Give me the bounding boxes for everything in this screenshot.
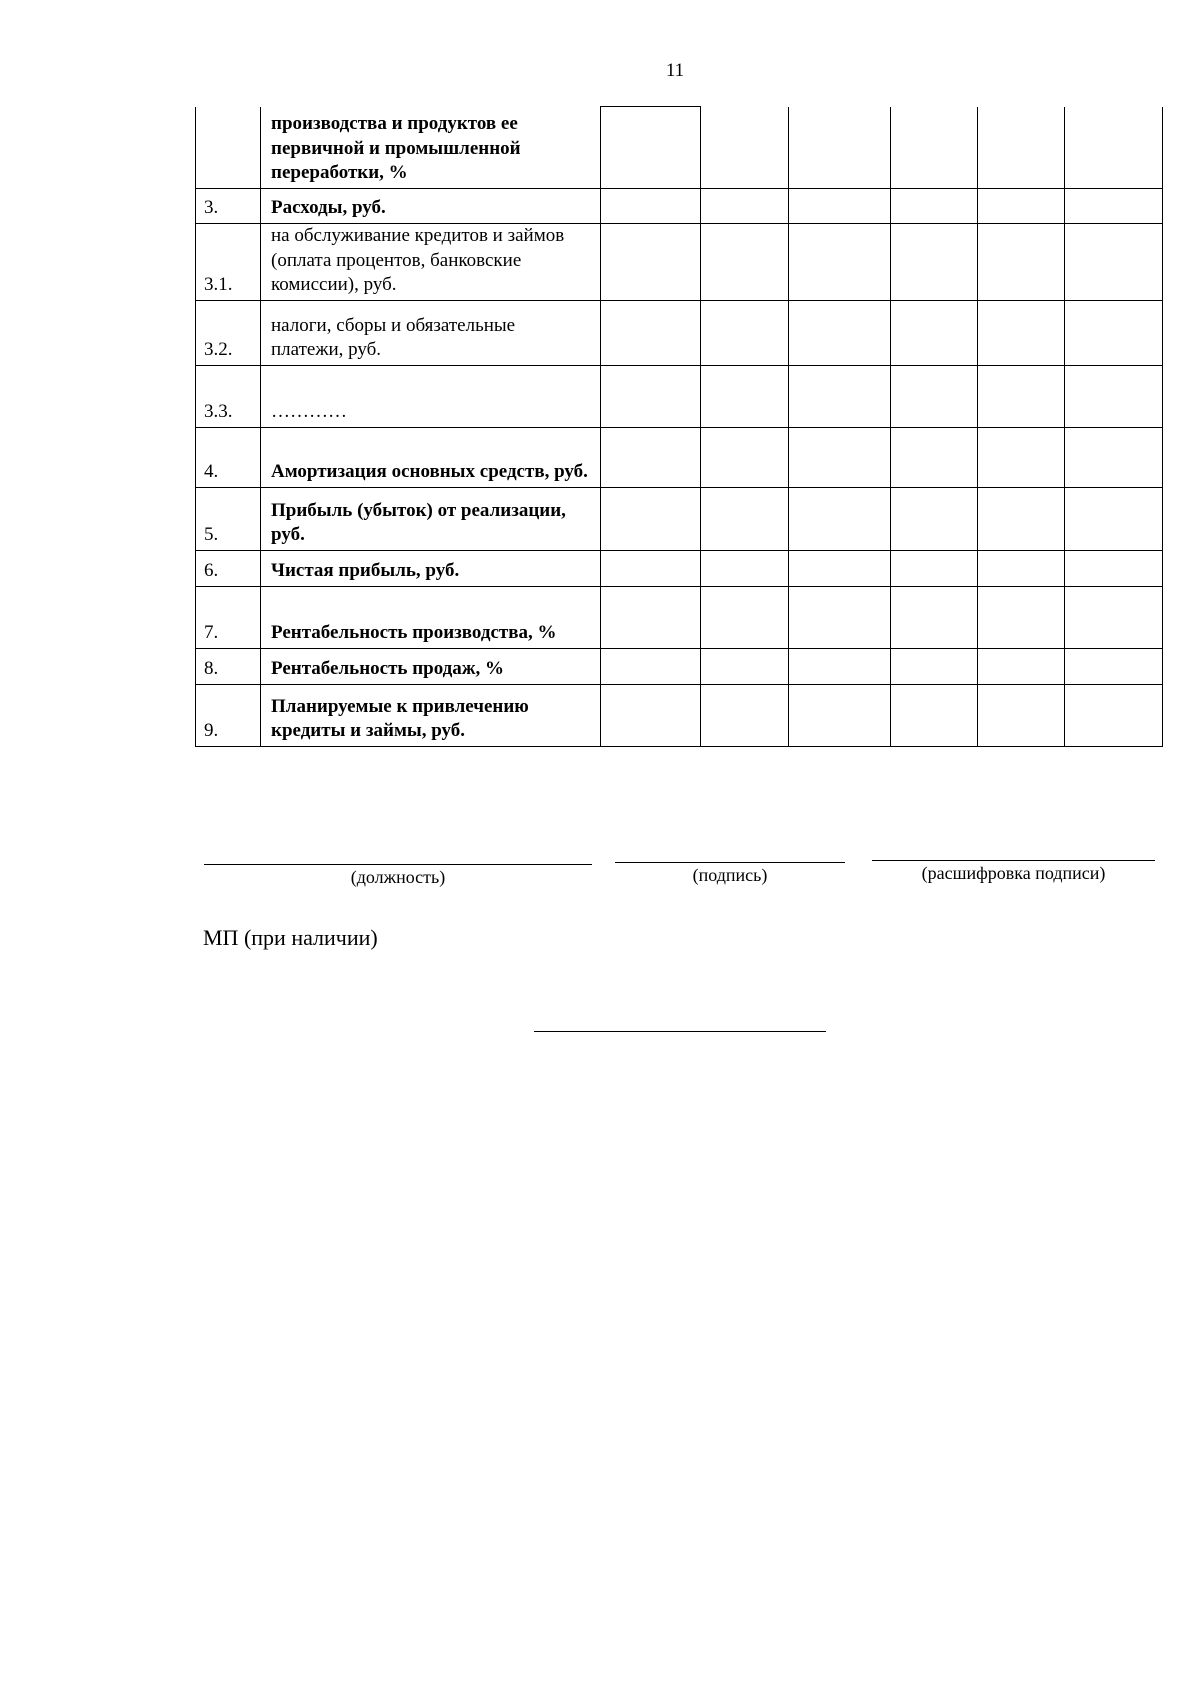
row-number: 7. [196, 587, 261, 649]
row-number: 3.2. [196, 301, 261, 366]
signature-caption: (подпись) [692, 865, 768, 885]
value-cell [601, 301, 701, 366]
value-cell [1065, 685, 1163, 747]
value-cell [789, 551, 891, 587]
value-cell [789, 488, 891, 551]
value-cell [978, 587, 1065, 649]
value-cell [601, 649, 701, 685]
value-cell [789, 301, 891, 366]
value-cell [789, 366, 891, 428]
value-cell [978, 366, 1065, 428]
value-cell [891, 366, 978, 428]
value-cell [978, 488, 1065, 551]
value-cell [701, 301, 789, 366]
row-number: 3.3. [196, 366, 261, 428]
value-cell [789, 107, 891, 189]
value-cell [601, 685, 701, 747]
row-label: Планируемые к привлечению кредиты и займы, руб. [261, 685, 601, 747]
value-cell [1065, 587, 1163, 649]
value-cell [891, 189, 978, 224]
value-cell [789, 685, 891, 747]
value-cell [1065, 488, 1163, 551]
decoding-caption: (расшифровка подписи) [921, 863, 1106, 883]
table-row [196, 428, 1163, 488]
value-cell [601, 107, 701, 189]
value-cell [978, 428, 1065, 488]
value-cell [601, 224, 701, 301]
table-row [196, 551, 1163, 587]
row-label: производства и продуктов ее первичной и промышленной переработки, % [261, 107, 601, 189]
value-cell [601, 428, 701, 488]
value-cell [701, 189, 789, 224]
value-cell [1065, 224, 1163, 301]
value-cell [701, 685, 789, 747]
value-cell [891, 224, 978, 301]
row-label: Амортизация основных средств, руб. [261, 428, 601, 488]
value-cell [601, 587, 701, 649]
value-cell [978, 649, 1065, 685]
position-line [204, 864, 592, 865]
table-row [196, 587, 1163, 649]
value-cell [701, 587, 789, 649]
value-cell [978, 301, 1065, 366]
row-number: 5. [196, 488, 261, 551]
table-row [196, 107, 1163, 189]
row-label: Рентабельность продаж, % [261, 649, 601, 685]
value-cell [701, 366, 789, 428]
decoding-line [872, 860, 1155, 861]
value-cell [1065, 649, 1163, 685]
row-label: налоги, сборы и обязательные платежи, руб. [261, 301, 601, 366]
value-cell [978, 189, 1065, 224]
value-cell [789, 224, 891, 301]
bottom-line [534, 1031, 826, 1032]
value-cell [891, 428, 978, 488]
value-cell [978, 224, 1065, 301]
table-row [196, 649, 1163, 685]
value-cell [891, 551, 978, 587]
value-cell [601, 551, 701, 587]
value-cell [891, 587, 978, 649]
value-cell [701, 551, 789, 587]
table-row [196, 189, 1163, 224]
value-cell [978, 551, 1065, 587]
value-cell [1065, 551, 1163, 587]
value-cell [891, 649, 978, 685]
row-label: ………… [261, 366, 601, 428]
row-number: 6. [196, 551, 261, 587]
table-row [196, 685, 1163, 747]
value-cell [789, 428, 891, 488]
row-label: на обслуживание кредитов и займов (оплата процентов, банковские комиссии), руб. [261, 224, 601, 301]
value-cell [789, 189, 891, 224]
row-number: 9. [196, 685, 261, 747]
value-cell [601, 366, 701, 428]
page-number: 11 [665, 60, 685, 81]
table-row [196, 366, 1163, 428]
row-number: 3. [196, 189, 261, 224]
value-cell [891, 301, 978, 366]
value-cell [978, 685, 1065, 747]
value-cell [789, 649, 891, 685]
value-cell [1065, 301, 1163, 366]
row-label: Расходы, руб. [261, 189, 601, 224]
value-cell [978, 107, 1065, 189]
row-label: Рентабельность производства, % [261, 587, 601, 649]
value-cell [1065, 107, 1163, 189]
value-cell [891, 685, 978, 747]
value-cell [1065, 189, 1163, 224]
row-label: Чистая прибыль, руб. [261, 551, 601, 587]
value-cell [701, 649, 789, 685]
stamp-note: МП (при наличии) [203, 925, 378, 950]
table-row [196, 224, 1163, 301]
row-label: Прибыль (убыток) от реализации, руб. [261, 488, 601, 551]
indicators-table [195, 106, 1163, 747]
row-number: 4. [196, 428, 261, 488]
row-number: 3.1. [196, 224, 261, 301]
table-row [196, 488, 1163, 551]
row-number [196, 107, 261, 189]
value-cell [601, 189, 701, 224]
value-cell [1065, 428, 1163, 488]
value-cell [891, 488, 978, 551]
value-cell [701, 107, 789, 189]
value-cell [701, 224, 789, 301]
value-cell [701, 428, 789, 488]
value-cell [891, 107, 978, 189]
value-cell [701, 488, 789, 551]
position-caption: (должность) [350, 867, 446, 887]
value-cell [1065, 366, 1163, 428]
value-cell [789, 587, 891, 649]
row-number: 8. [196, 649, 261, 685]
table-row [196, 301, 1163, 366]
signature-line [615, 862, 845, 863]
value-cell [601, 488, 701, 551]
